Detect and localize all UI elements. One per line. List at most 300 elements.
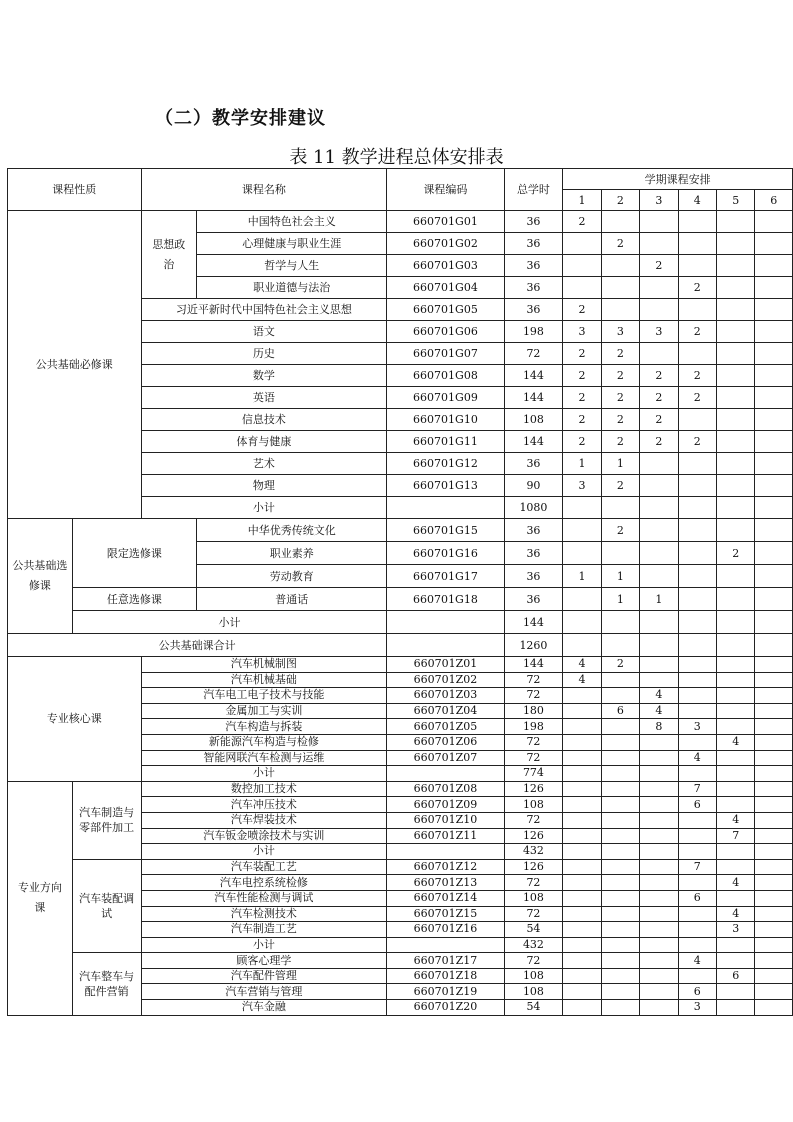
course-hours: 144 (504, 657, 563, 673)
semester-hours: 6 (678, 984, 716, 1000)
semester-hours (678, 233, 716, 255)
semester-hours: 2 (601, 233, 639, 255)
semester-hours (563, 750, 601, 766)
table-row (8, 953, 793, 969)
semester-hours (640, 519, 678, 542)
semester-hours (717, 453, 755, 475)
semester-hours: 2 (640, 255, 678, 277)
semester-hours (717, 519, 755, 542)
semester-hours (717, 703, 755, 719)
course-name: 汽车机械基础 (141, 672, 387, 688)
semester-hours: 2 (563, 387, 601, 409)
course-code: 660701G04 (387, 277, 504, 299)
semester-hours: 2 (601, 475, 639, 497)
semester-hours (755, 387, 793, 409)
course-code: 660701Z07 (387, 750, 504, 766)
table-row (8, 657, 793, 673)
semester-hours (717, 984, 755, 1000)
table-caption: 表 11 教学进程总体安排表 (289, 147, 504, 168)
semester-hours: 2 (678, 387, 716, 409)
course-name: 汽车钣金喷涂技术与实训 (141, 828, 387, 844)
semester-hours: 4 (678, 750, 716, 766)
semester-hours (601, 1000, 639, 1016)
semester-hours (717, 387, 755, 409)
public-total-label: 公共基础课合计 (8, 634, 387, 657)
header-semester: 5 (717, 190, 755, 211)
semester-hours (717, 321, 755, 343)
course-hours: 36 (504, 255, 563, 277)
empty-cell (387, 937, 504, 953)
course-name: 普通话 (197, 588, 387, 611)
semester-hours: 2 (601, 343, 639, 365)
subtotal-label: 小计 (141, 844, 387, 860)
course-name: 汽车电控系统检修 (141, 875, 387, 891)
semester-hours (563, 968, 601, 984)
empty-cell (601, 937, 639, 953)
semester-hours (640, 565, 678, 588)
semester-hours (640, 828, 678, 844)
course-code: 660701Z13 (387, 875, 504, 891)
semester-hours: 6 (717, 968, 755, 984)
empty-cell (640, 497, 678, 519)
course-name: 汽车性能检测与调试 (141, 890, 387, 906)
course-hours: 126 (504, 781, 563, 797)
empty-cell (601, 634, 639, 657)
header-name: 课程名称 (141, 169, 387, 211)
course-hours: 54 (504, 922, 563, 938)
semester-hours (640, 953, 678, 969)
course-code: 660701Z19 (387, 984, 504, 1000)
semester-hours (678, 299, 716, 321)
course-hours: 36 (504, 211, 563, 233)
course-hours: 36 (504, 233, 563, 255)
table-row (8, 211, 793, 233)
semester-hours (755, 255, 793, 277)
semester-hours: 3 (717, 922, 755, 938)
course-name: 汽车焊装技术 (141, 812, 387, 828)
semester-hours (640, 812, 678, 828)
semester-hours (717, 299, 755, 321)
semester-hours (640, 968, 678, 984)
semester-hours: 4 (717, 734, 755, 750)
semester-hours (640, 672, 678, 688)
table-row (8, 519, 793, 542)
subtotal-label: 小计 (72, 611, 387, 634)
semester-hours (717, 277, 755, 299)
semester-hours (678, 588, 716, 611)
semester-hours: 3 (563, 475, 601, 497)
group-limited-elective: 限定选修课 (72, 519, 196, 588)
empty-cell (717, 766, 755, 782)
header-semester: 3 (640, 190, 678, 211)
semester-hours (563, 255, 601, 277)
course-code: 660701G09 (387, 387, 504, 409)
semester-hours: 3 (563, 321, 601, 343)
course-code: 660701G15 (387, 519, 504, 542)
semester-hours (678, 565, 716, 588)
course-hours: 72 (504, 875, 563, 891)
semester-hours (563, 1000, 601, 1016)
header-semester: 4 (678, 190, 716, 211)
semester-hours (640, 875, 678, 891)
course-hours: 90 (504, 475, 563, 497)
empty-cell (717, 497, 755, 519)
semester-hours (678, 453, 716, 475)
course-code: 660701Z20 (387, 1000, 504, 1016)
schedule-table (7, 168, 793, 1016)
semester-hours (717, 859, 755, 875)
semester-hours (678, 343, 716, 365)
empty-cell (387, 611, 504, 634)
course-hours: 198 (504, 719, 563, 735)
course-hours: 72 (504, 734, 563, 750)
semester-hours (717, 797, 755, 813)
semester-hours (755, 233, 793, 255)
semester-hours (755, 343, 793, 365)
semester-hours (717, 431, 755, 453)
course-hours: 144 (504, 365, 563, 387)
course-hours: 36 (504, 588, 563, 611)
course-code: 660701G11 (387, 431, 504, 453)
course-hours: 108 (504, 409, 563, 431)
empty-cell (601, 844, 639, 860)
course-code: 660701Z17 (387, 953, 504, 969)
group-public-elective: 公共基础选修课 (8, 519, 73, 634)
semester-hours (563, 875, 601, 891)
empty-cell (678, 634, 716, 657)
empty-cell (678, 497, 716, 519)
semester-hours: 4 (640, 688, 678, 704)
semester-hours (563, 688, 601, 704)
course-code: 660701G12 (387, 453, 504, 475)
course-hours: 108 (504, 968, 563, 984)
semester-hours (563, 859, 601, 875)
semester-hours: 2 (717, 542, 755, 565)
course-code: 660701G13 (387, 475, 504, 497)
semester-hours (678, 519, 716, 542)
semester-hours (717, 343, 755, 365)
semester-hours (678, 688, 716, 704)
semester-hours (563, 797, 601, 813)
semester-hours: 4 (717, 812, 755, 828)
semester-hours (601, 890, 639, 906)
semester-hours: 2 (601, 409, 639, 431)
semester-hours (563, 890, 601, 906)
semester-hours (717, 565, 755, 588)
course-code: 660701G07 (387, 343, 504, 365)
semester-hours (717, 255, 755, 277)
course-name: 体育与健康 (141, 431, 387, 453)
group-dir-a: 汽车制造与零部件加工 (72, 781, 141, 859)
semester-hours (640, 906, 678, 922)
empty-cell (755, 497, 793, 519)
semester-hours (678, 703, 716, 719)
semester-hours (678, 812, 716, 828)
empty-cell (755, 844, 793, 860)
semester-hours (601, 672, 639, 688)
subtotal-hours: 144 (504, 611, 563, 634)
semester-hours (755, 409, 793, 431)
course-hours: 72 (504, 343, 563, 365)
semester-hours (678, 875, 716, 891)
course-hours: 36 (504, 299, 563, 321)
semester-hours (563, 734, 601, 750)
course-hours: 126 (504, 828, 563, 844)
semester-hours (755, 211, 793, 233)
semester-hours (563, 588, 601, 611)
header-hours: 总学时 (504, 169, 563, 211)
semester-hours: 4 (563, 672, 601, 688)
empty-cell (755, 937, 793, 953)
semester-hours (640, 984, 678, 1000)
empty-cell (563, 937, 601, 953)
section-heading: （二）教学安排建议 (155, 108, 326, 129)
semester-hours (678, 672, 716, 688)
semester-hours: 3 (678, 719, 716, 735)
semester-hours (755, 475, 793, 497)
course-name: 智能网联汽车检测与运维 (141, 750, 387, 766)
semester-hours (755, 672, 793, 688)
semester-hours (563, 828, 601, 844)
empty-cell (717, 844, 755, 860)
empty-cell (601, 611, 639, 634)
course-hours: 126 (504, 859, 563, 875)
empty-cell (563, 611, 601, 634)
empty-cell (717, 634, 755, 657)
semester-hours (755, 968, 793, 984)
course-code: 660701Z08 (387, 781, 504, 797)
semester-hours (755, 750, 793, 766)
course-name: 汽车装配工艺 (141, 859, 387, 875)
table-row (8, 611, 793, 634)
group-core: 专业核心课 (8, 657, 142, 782)
semester-hours: 8 (640, 719, 678, 735)
empty-cell (755, 634, 793, 657)
table-row (8, 634, 793, 657)
empty-cell (563, 766, 601, 782)
course-code: 660701G16 (387, 542, 504, 565)
semester-hours: 2 (640, 409, 678, 431)
empty-cell (563, 634, 601, 657)
empty-cell (640, 937, 678, 953)
semester-hours (755, 859, 793, 875)
semester-hours (755, 703, 793, 719)
course-code: 660701Z14 (387, 890, 504, 906)
empty-cell (640, 611, 678, 634)
semester-hours (601, 542, 639, 565)
semester-hours (755, 565, 793, 588)
course-hours: 72 (504, 906, 563, 922)
course-name: 职业素养 (197, 542, 387, 565)
course-name: 汽车电工电子技术与技能 (141, 688, 387, 704)
semester-hours (640, 797, 678, 813)
course-code: 660701G01 (387, 211, 504, 233)
semester-hours (563, 984, 601, 1000)
group-direction: 专业方向课 (8, 781, 73, 1015)
semester-hours (601, 211, 639, 233)
semester-hours (678, 657, 716, 673)
course-name: 心理健康与职业生涯 (197, 233, 387, 255)
empty-cell (563, 497, 601, 519)
semester-hours: 7 (678, 781, 716, 797)
semester-hours (755, 953, 793, 969)
semester-hours (755, 688, 793, 704)
course-code: 660701G08 (387, 365, 504, 387)
semester-hours (717, 688, 755, 704)
semester-hours (601, 875, 639, 891)
empty-cell (640, 766, 678, 782)
semester-hours (640, 734, 678, 750)
empty-cell (755, 766, 793, 782)
subtotal-hours: 1080 (504, 497, 563, 519)
semester-hours (717, 719, 755, 735)
course-hours: 108 (504, 890, 563, 906)
semester-hours (717, 409, 755, 431)
semester-hours: 6 (601, 703, 639, 719)
semester-hours (601, 906, 639, 922)
course-hours: 108 (504, 984, 563, 1000)
semester-hours (678, 906, 716, 922)
semester-hours: 4 (717, 906, 755, 922)
semester-hours: 2 (678, 277, 716, 299)
semester-hours (717, 890, 755, 906)
semester-hours: 2 (601, 431, 639, 453)
semester-hours: 7 (678, 859, 716, 875)
course-code: 660701G02 (387, 233, 504, 255)
group-dir-c: 汽车整车与配件营销 (72, 953, 141, 1015)
course-name: 汽车金融 (141, 1000, 387, 1016)
course-code: 660701G10 (387, 409, 504, 431)
semester-hours (563, 519, 601, 542)
empty-cell (387, 497, 504, 519)
course-hours: 72 (504, 672, 563, 688)
subtotal-label: 小计 (141, 766, 387, 782)
course-code: 660701Z06 (387, 734, 504, 750)
semester-hours (601, 984, 639, 1000)
semester-hours (717, 475, 755, 497)
semester-hours (678, 968, 716, 984)
semester-hours: 2 (640, 387, 678, 409)
table-row (8, 859, 793, 875)
semester-hours (717, 781, 755, 797)
course-name: 信息技术 (141, 409, 387, 431)
semester-hours (563, 906, 601, 922)
semester-hours (601, 859, 639, 875)
semester-hours (601, 734, 639, 750)
semester-hours (755, 365, 793, 387)
empty-cell (563, 844, 601, 860)
semester-hours (640, 299, 678, 321)
semester-hours (755, 812, 793, 828)
semester-hours (755, 875, 793, 891)
course-code: 660701Z02 (387, 672, 504, 688)
semester-hours: 3 (640, 321, 678, 343)
semester-hours (755, 797, 793, 813)
semester-hours: 2 (563, 431, 601, 453)
course-hours: 54 (504, 1000, 563, 1016)
semester-hours (563, 703, 601, 719)
course-hours: 144 (504, 387, 563, 409)
semester-hours (640, 657, 678, 673)
course-code: 660701Z15 (387, 906, 504, 922)
empty-cell (717, 611, 755, 634)
semester-hours (640, 1000, 678, 1016)
semester-hours (640, 453, 678, 475)
course-hours: 36 (504, 453, 563, 475)
course-name: 哲学与人生 (197, 255, 387, 277)
semester-hours (640, 750, 678, 766)
group-dir-b: 汽车装配调试 (72, 859, 141, 953)
empty-cell (601, 497, 639, 519)
semester-hours (717, 233, 755, 255)
empty-cell (755, 611, 793, 634)
semester-hours (678, 922, 716, 938)
semester-hours (755, 890, 793, 906)
semester-hours (563, 812, 601, 828)
semester-hours (640, 922, 678, 938)
semester-hours: 2 (601, 519, 639, 542)
course-name: 中华优秀传统文化 (197, 519, 387, 542)
semester-hours (755, 519, 793, 542)
semester-hours (755, 277, 793, 299)
course-name: 劳动教育 (197, 565, 387, 588)
semester-hours: 2 (640, 365, 678, 387)
course-name: 数学 (141, 365, 387, 387)
semester-hours: 1 (601, 588, 639, 611)
semester-hours (755, 299, 793, 321)
semester-hours: 3 (678, 1000, 716, 1016)
semester-hours: 1 (601, 565, 639, 588)
subtotal-label: 小计 (141, 497, 387, 519)
semester-hours (678, 475, 716, 497)
semester-hours: 7 (717, 828, 755, 844)
semester-hours (601, 750, 639, 766)
semester-hours (563, 542, 601, 565)
semester-hours (755, 719, 793, 735)
course-name: 历史 (141, 343, 387, 365)
semester-hours: 2 (563, 409, 601, 431)
semester-hours (755, 781, 793, 797)
semester-hours: 1 (563, 565, 601, 588)
semester-hours (755, 828, 793, 844)
empty-cell (678, 611, 716, 634)
header-semester: 1 (563, 190, 601, 211)
course-name: 习近平新时代中国特色社会主义思想 (141, 299, 387, 321)
semester-hours (755, 906, 793, 922)
semester-hours (563, 719, 601, 735)
semester-hours (717, 365, 755, 387)
semester-hours: 2 (601, 387, 639, 409)
semester-hours (563, 233, 601, 255)
course-code: 660701Z09 (387, 797, 504, 813)
course-name: 艺术 (141, 453, 387, 475)
semester-hours (640, 343, 678, 365)
semester-hours (678, 211, 716, 233)
semester-hours (755, 734, 793, 750)
subtotal-hours: 432 (504, 937, 563, 953)
semester-hours: 4 (717, 875, 755, 891)
semester-hours: 2 (563, 365, 601, 387)
course-code: 660701Z18 (387, 968, 504, 984)
empty-cell (387, 634, 504, 657)
semester-hours: 6 (678, 890, 716, 906)
semester-hours: 2 (678, 431, 716, 453)
semester-hours: 2 (563, 211, 601, 233)
header-semester-title: 学期课程安排 (563, 169, 793, 190)
course-name: 金属加工与实训 (141, 703, 387, 719)
semester-hours (601, 299, 639, 321)
course-code: 660701Z10 (387, 812, 504, 828)
